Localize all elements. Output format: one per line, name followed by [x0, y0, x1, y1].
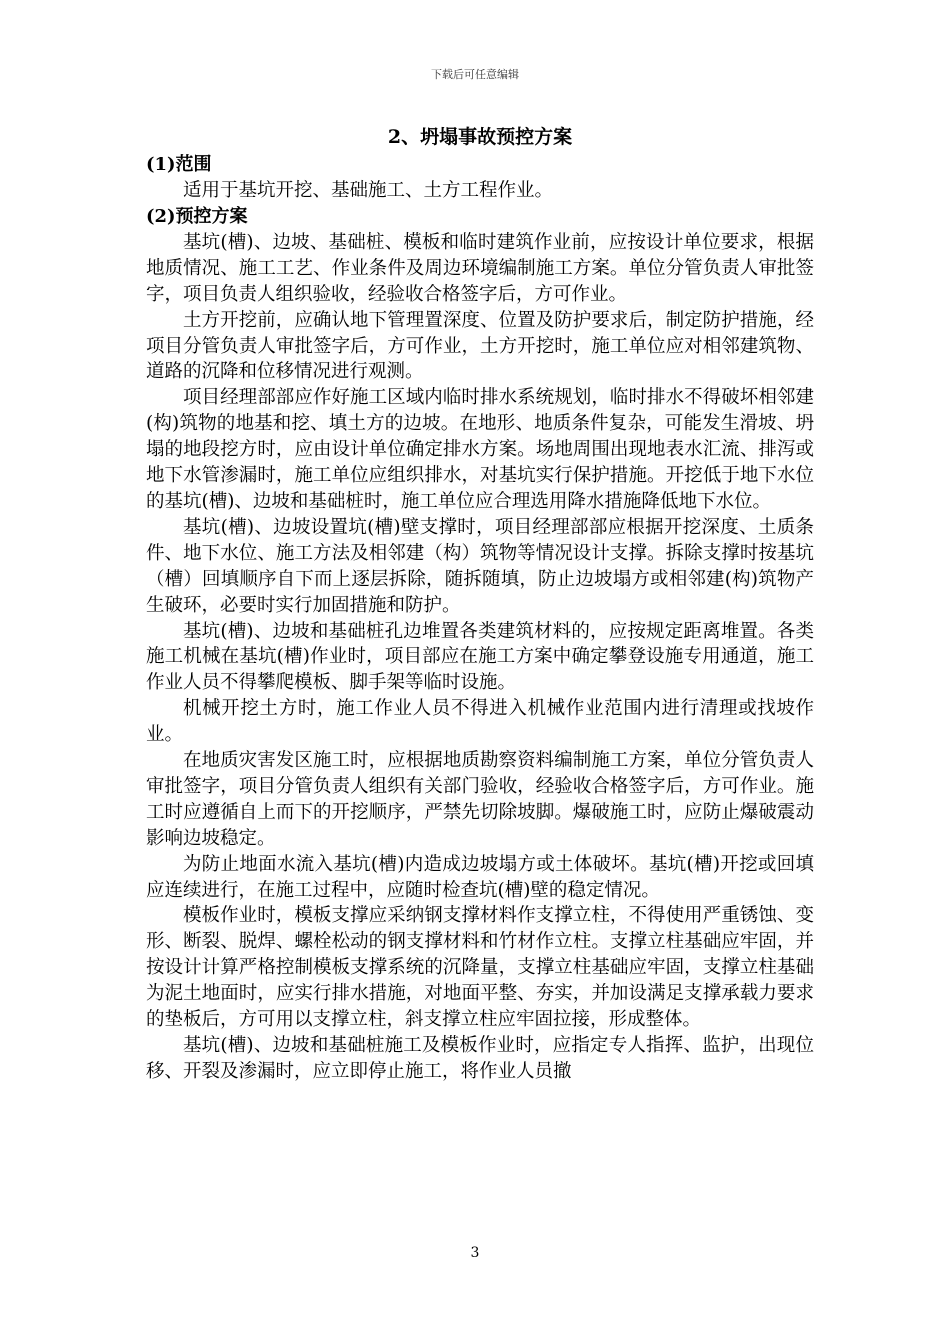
- document-title: 2、坍塌事故预控方案: [387, 126, 573, 148]
- control-paragraph: 模板作业时，模板支撑应采纳钢支撑材料作支撑立柱，不得使用严重锈蚀、变形、断裂、脱焊、螺栓松动的钢支撑材料和竹材作立柱。支撑立柱基础应牢固，并按设计计算严格控制模板支撑系统的沉降量，支撑立柱基础应牢固，支撑立柱基础为泥土地面时，应实行排水措施，对地面平整、夯实，并加设满足支撑承载力要求的垫板后，方可用以支撑立柱，斜支撑立柱应牢固拉接，形成整体。: [146, 905, 814, 1031]
- control-paragraph: 土方开挖前，应确认地下管理置深度、位置及防护要求后，制定防护措施，经项目分管负责人审批签字后，方可作业，土方开挖时，施工单位应对相邻建筑物、道路的沉降和位移情况进行观测。: [146, 309, 814, 383]
- control-paragraph: 机械开挖土方时，施工作业人员不得进入机械作业范围内进行清理或找坡作业。: [146, 698, 814, 746]
- page-header-note: 下载后可任意编辑: [431, 68, 519, 81]
- document-body: [146, 122, 814, 1085]
- control-paragraph: 为防止地面水流入基坑(槽)内造成边坡塌方或土体破坏。基坑(槽)开挖或回填应连续进行，在施工过程中，应随时检查坑(槽)壁的稳定情况。: [146, 853, 814, 901]
- control-paragraph: 基坑(槽)、边坡、基础桩、模板和临时建筑作业前，应按设计单位要求，根据地质情况、施工工艺、作业条件及周边环境编制施工方案。单位分管负责人审批签字，项目负责人组织验收，经验收合格签字后，方可作业。: [146, 231, 814, 305]
- control-paragraph: 在地质灾害发区施工时，应根据地质勘察资料编制施工方案，单位分管负责人审批签字，项目分管负责人组织有关部门验收，经验收合格签字后，方可作业。施工时应遵循自上而下的开挖顺序，严禁先切除坡脚。爆破施工时，应防止爆破震动影响边坡稳定。: [146, 750, 814, 849]
- control-paragraph: 基坑(槽)、边坡设置坑(槽)壁支撑时，项目经理部部应根据开挖深度、土质条件、地下水位、施工方法及相邻建（构）筑物等情况设计支撑。拆除支撑时按基坑（槽）回填顺序自下而上逐层拆除，随拆随填，防止边坡塌方或相邻建(构)筑物产生破环，必要时实行加固措施和防护。: [146, 516, 814, 616]
- control-paragraph: 基坑(槽)、边坡和基础桩孔边堆置各类建筑材料的，应按规定距离堆置。各类施工机械在基坑(槽)作业时，项目部应在施工方案中确定攀登设施专用通道，施工作业人员不得攀爬模板、脚手架等临时设施。: [146, 620, 814, 694]
- control-paragraph: 项目经理部部应作好施工区域内临时排水系统规划，临时排水不得破坏相邻建(构)筑物的地基和挖、填土方的边坡。在地形、地质条件复杂，可能发生滑坡、坍塌的地段挖方时，应由设计单位确定排水方案。场地周围出现地表水汇流、排泻或地下水管渗漏时，施工单位应组织排水，对基坑实行保护措施。开挖低于地下水位的基坑(槽)、边坡和基础桩时，施工单位应合理选用降水措施降低地下水位。: [146, 387, 814, 512]
- section-heading-scope: (1)范围: [146, 154, 212, 175]
- page-number: 3: [470, 1245, 480, 1261]
- scope-paragraph: 适用于基坑开挖、基础施工、土方工程作业。: [183, 180, 554, 201]
- section-control-plan: [146, 204, 814, 1085]
- control-paragraph: 基坑(槽)、边坡和基础桩施工及模板作业时，应指定专人指挥、监护，出现位移、开裂及渗漏时，应立即停止施工，将作业人员撤: [146, 1035, 814, 1082]
- section-scope: [146, 152, 814, 204]
- section-heading-control-plan: (2)预控方案: [146, 205, 248, 227]
